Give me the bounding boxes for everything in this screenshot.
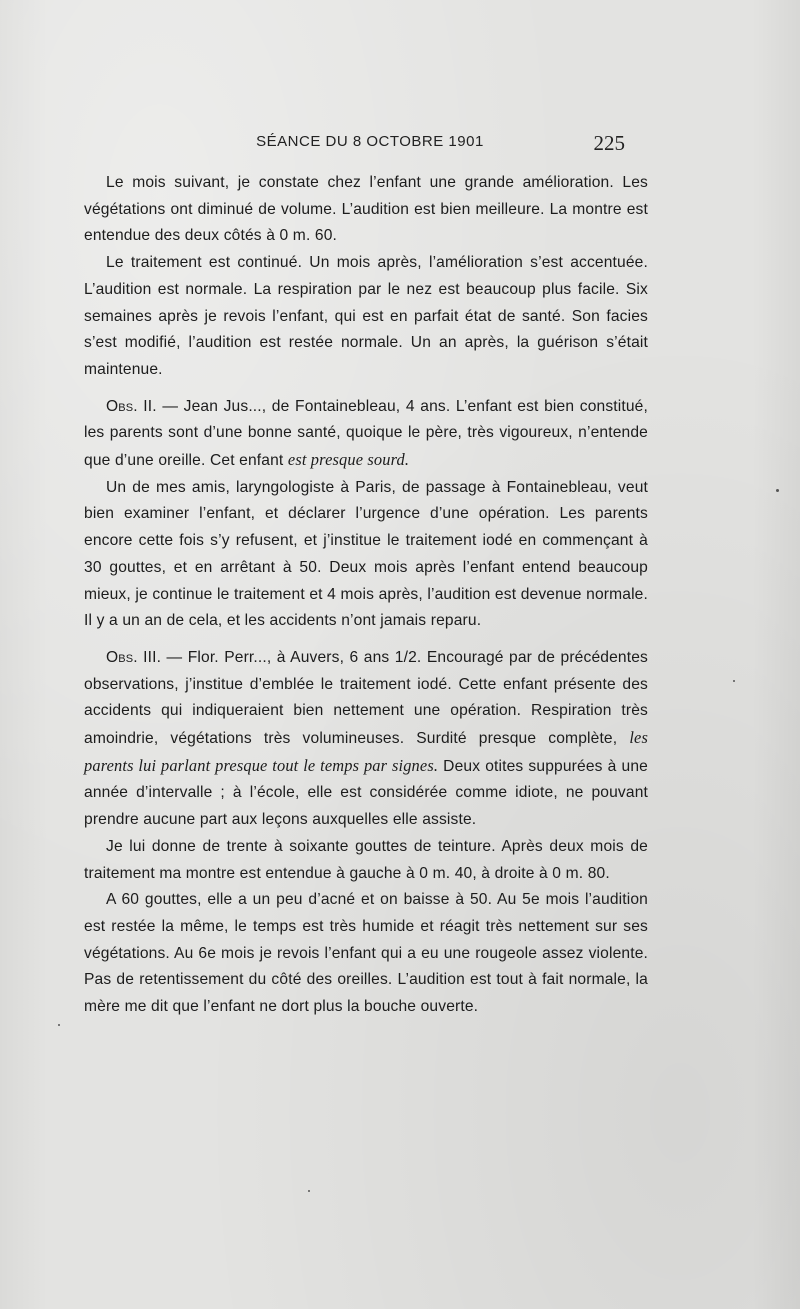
paper-speck xyxy=(308,1190,310,1192)
body-text xyxy=(84,170,648,1021)
paragraph-observation-2 xyxy=(84,394,648,475)
observation-3-text: — Flor. Perr..., à Auvers, 6 ans 1/2. Encouragé par de précédentes observations, j’institue d’emblée le traitement iodé. Cette enfant présente des accidents qui indiqueraient bien nettement une opération. Respiration très amoindrie, végétations très volumineuses. Surdité presque complète, xyxy=(84,648,648,748)
paragraph-improvement: Le mois suivant, je constate chez l’enfant une grande amélioration. Les végétations ont diminué de volume. L’audition est bien meilleure. La montre est entendue des deux côtés à 0 m. 60. xyxy=(84,174,648,245)
paper-speck xyxy=(733,680,735,682)
paragraph-outcome: A 60 gouttes, elle a un peu d’acné et on baisse à 50. Au 5e mois l’audition est restée la même, le temps est très humide et réagit très nettement sur ses végétations. Au 6e mois je revois l’enfant qui a eu une rougeole assez violente. Pas de retentissement du côté des oreilles. L’audition est tout à fait normale, la mère me dit que l’enfant ne dort plus la bouche ouverte. xyxy=(84,891,648,1016)
paragraph-observation-3 xyxy=(84,645,648,834)
paragraph-tincture-doses: Je lui donne de trente à soixante gouttes de teinture. Après deux mois de traitement ma montre est entendue à gauche à 0 m. 40, à droite à 0 m. 80. xyxy=(84,837,648,882)
paper-speck xyxy=(776,489,779,492)
running-head xyxy=(90,131,650,157)
running-head-title: SÉANCE DU 8 OCTOBRE 1901 xyxy=(256,133,484,150)
observation-3-emphasis: les parents lui parlant presque tout le temps par signes. xyxy=(84,728,648,775)
paragraph-laryngologist: Un de mes amis, laryngologiste à Paris, de passage à Fontainebleau, veut bien examiner l’enfant, et déclarer l’urgence d’une opération. Les parents encore cette fois s’y refusent, et j’institue le traitement iodé en commençant à 30 gouttes, et en arrêtant à 50. Deux mois après l’enfant entend beaucoup mieux, je continue le traitement et 4 mois après, l’audition est devenue normale. Il y a un an de cela, et les accidents n’ont jamais reparu. xyxy=(84,478,648,630)
observation-2-label: Obs. II. xyxy=(106,397,157,415)
observation-3-text-end: Deux otites suppurées à une année d’intervalle ; à l’école, elle est considérée comme idiote, ne pouvant prendre aucune part aux leçons auxquelles elle assiste. xyxy=(84,757,648,829)
observation-3-label: Obs. III. xyxy=(106,648,162,666)
observation-2-emphasis: est presque sourd. xyxy=(287,450,410,470)
paper-speck xyxy=(58,1024,60,1026)
page-number: 225 xyxy=(593,131,625,155)
observation-2-text: — Jean Jus..., de Fontainebleau, 4 ans. L’enfant est bien constitué, les parents sont d’une bonne santé, quoique le père, très vigoureux, n’entende que d’une oreille. Cet enfant xyxy=(84,397,648,470)
paragraph-treatment-continued: Le traitement est continué. Un mois après, l’amélioration s’est accentuée. L’audition est normale. La respiration par le nez est beaucoup plus facile. Six semaines après je revois l’enfant, qui est en parfait état de santé. Son facies s’est modifié, l’audition est restée normale. Un an après, la guérison s’était maintenue. xyxy=(84,254,648,378)
